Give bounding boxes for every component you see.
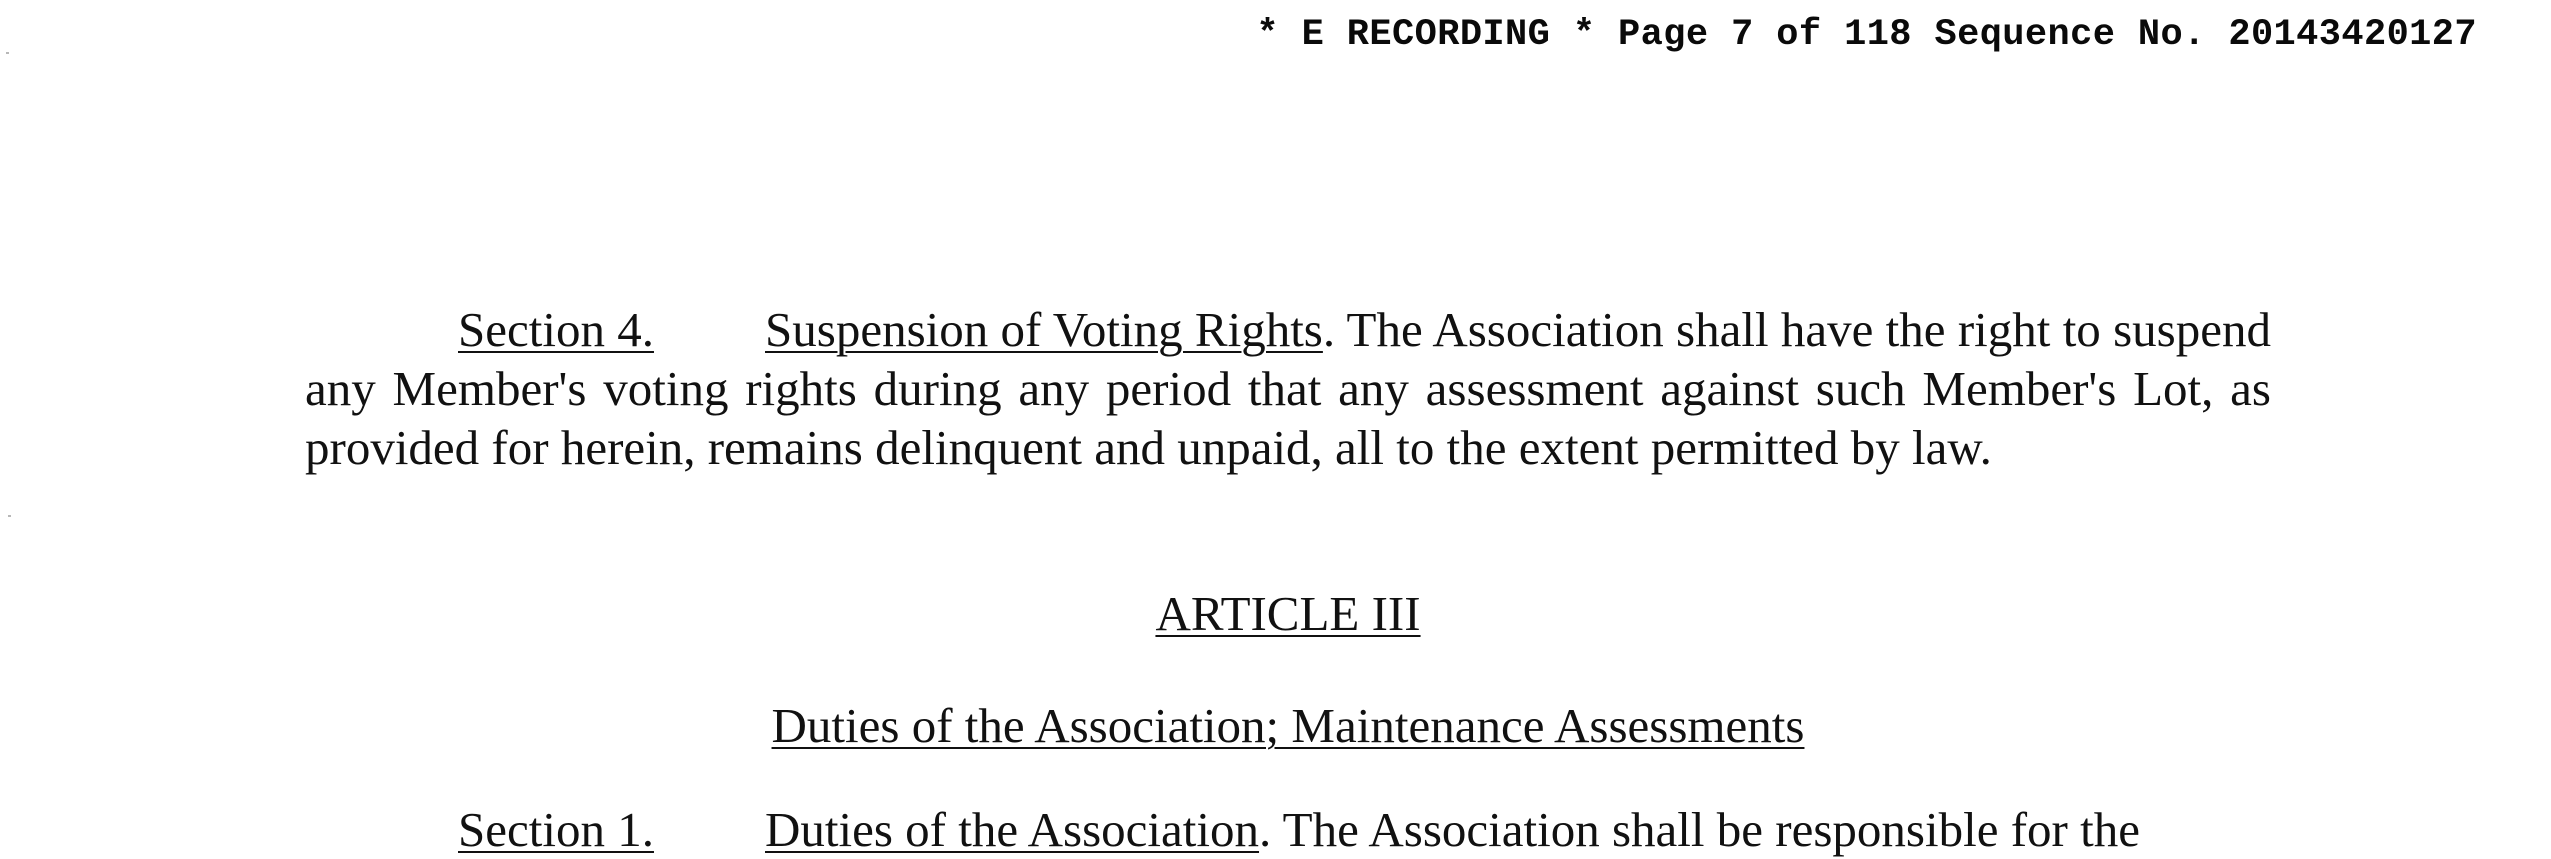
article-title-wrapper <box>305 696 2271 755</box>
scan-speck <box>8 515 11 517</box>
section-4-body: The Association shall have the right to suspend any Member's voting rights during any period that any assessment against such Member's Lot, as provided for herein, remains delinquent and unpaid, all to the extent permitted by law. <box>305 302 2271 475</box>
scan-speck <box>6 52 9 54</box>
section-1-paragraph <box>305 800 2271 859</box>
section-1-number: Section 1. <box>458 802 654 857</box>
section-1-title: Duties of the Association <box>765 802 1260 857</box>
section-4-paragraph <box>305 300 2271 477</box>
article-heading-wrapper <box>305 584 2271 643</box>
article-title: Duties of the Association; Maintenance Assessments <box>771 698 1805 753</box>
section-1-body: The Association shall be responsible for the <box>1271 802 2140 857</box>
section-4-title-period: . <box>1322 302 1336 357</box>
section-4-number: Section 4. <box>458 302 654 357</box>
section-4-title: Suspension of Voting Rights <box>765 302 1323 357</box>
article-heading: ARTICLE III <box>1155 586 1421 641</box>
section-1-title-period: . <box>1259 802 1272 857</box>
recording-header-stamp: * E RECORDING * Page 7 of 118 Sequence No. 20143420127 <box>1256 14 2477 56</box>
